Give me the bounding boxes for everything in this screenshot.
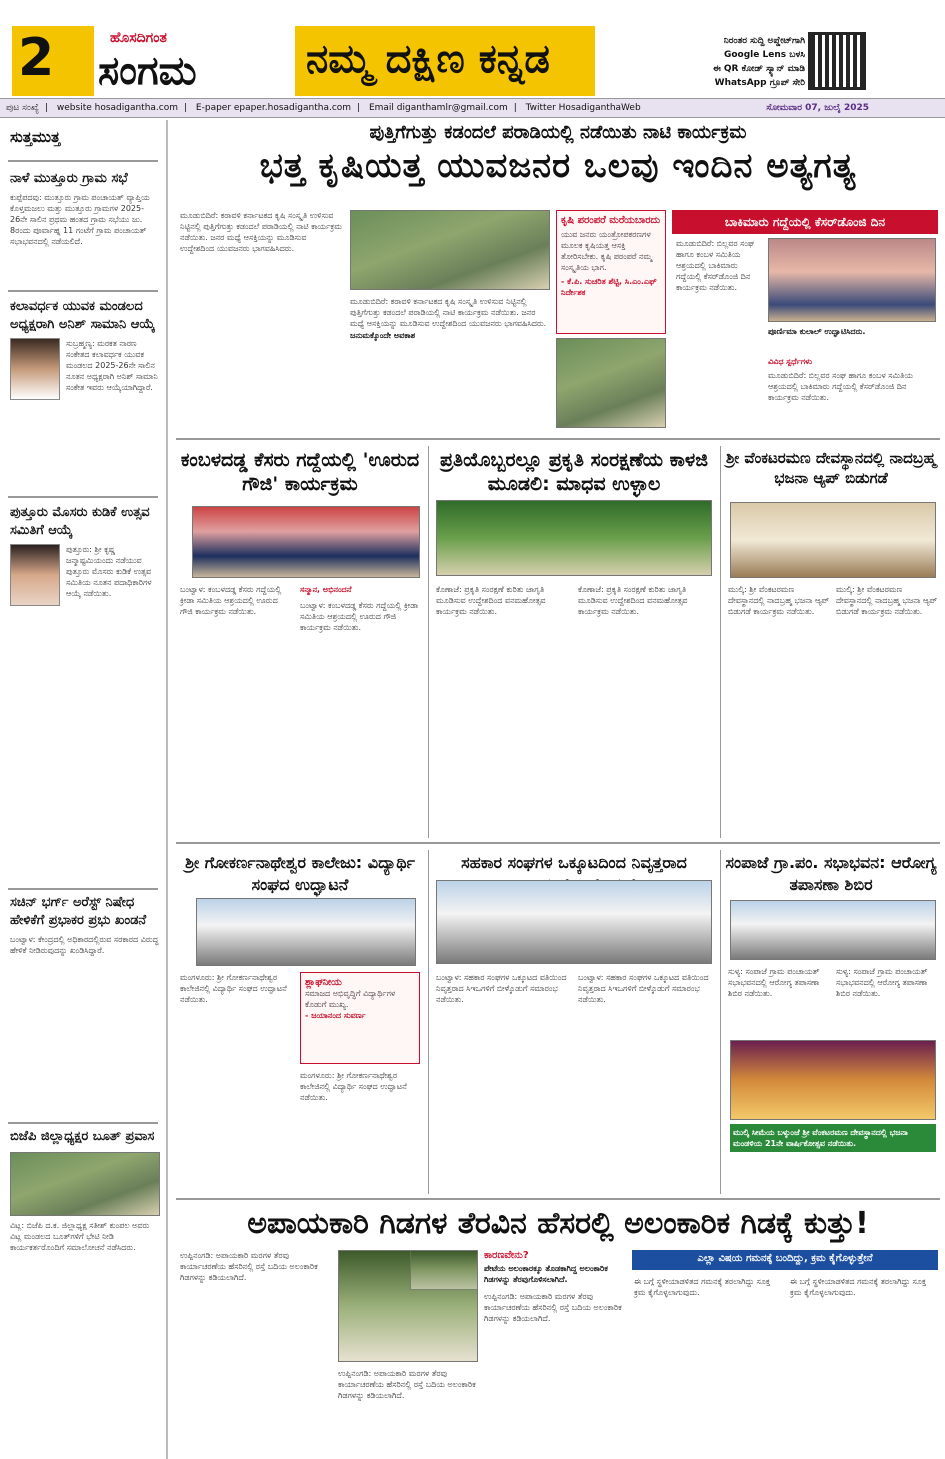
left-column bbox=[0, 120, 168, 1459]
why-body: ಪೇಟೆಯ ಅಲಂಕಾರಕ್ಕೂ ತೊಡಕಾಗಿದ್ದ ಅಲಂಕಾರಿಕ ಗಿಡಗಳನ್ನು ತೆರವುಗೊಳಿಸಲಾಗಿದೆ. bbox=[484, 1264, 608, 1284]
left-item bbox=[10, 504, 160, 606]
why-box bbox=[484, 1250, 624, 1324]
article-body: ಮುಲ್ಕಿ: ಶ್ರೀ ವೆಂಕಟರಮಣ ದೇವಸ್ಥಾನದಲ್ಲಿ ನಾದಬ್ರಹ್ಮ ಭಜನಾ ಆ್ಯಪ್ ಬಿಡುಗಡೆ ಕಾರ್ಯಕ್ರಮ ನಡೆಯಿತು. bbox=[728, 585, 830, 616]
left-item-body: ವಿಟ್ಲ: ಬಿಜೆಪಿ ದ.ಕ. ಜಿಲ್ಲಾಧ್ಯಕ್ಷ ಸತೀಶ್ ಕುಂಪಲ ಅವರು ವಿಟ್ಲ ಮಂಡಲದ ಬೂತ್‌ಗಳಿಗೆ ಭೇಟಿ ನೀಡಿ ಕಾರ್ಯಕರ್ತರೊಂದಿಗೆ ಸಮಾಲೋಚನೆ ನಡೆಸಿದರು. bbox=[10, 1221, 150, 1252]
side-subhead: ವಿವಿಧ ಸ್ಪರ್ಧೆಗಳು bbox=[768, 357, 812, 366]
article-body: ಸುಳ್ಯ: ಸಂಪಾಜೆ ಗ್ರಾಮ ಪಂಚಾಯತ್ ಸಭಾಭವನದಲ್ಲಿ ಆರೋಗ್ಯ ತಪಾಸಣಾ ಶಿಬಿರ ನಡೆಯಿತು. bbox=[728, 967, 820, 998]
article-body-2: ಮುಲ್ಕಿ: ಶ್ರೀ ವೆಂಕಟರಮಣ ದೇವಸ್ಥಾನದಲ್ಲಿ ನಾದಬ್ರಹ್ಮ ಭಜನಾ ಆ್ಯಪ್ ಬಿಡುಗಡೆ ಕಾರ್ಯಕ್ರಮ ನಡೆಯಿತು. bbox=[836, 585, 938, 616]
side-caption: ಪೂರ್ಣಿಮಾ ಕುಲಾಲ್ ಉದ್ಘಾಟಿಸಿದರು. bbox=[768, 327, 866, 336]
lead-subhead: ಜನುಮಕ್ಕೊಂದೇ ಅವಕಾಶ bbox=[350, 331, 416, 340]
article-body: ಕೊಣಾಜೆ: ಪ್ರಕೃತಿ ಸಂರಕ್ಷಣೆ ಕುರಿತು ಜಾಗೃತಿ ಮೂಡಿಸುವ ಉದ್ದೇಶದಿಂದ ವನಮಹೋತ್ಸವ ಕಾರ್ಯಕ್ರಮ ನಡೆಯಿತು. bbox=[436, 585, 546, 616]
quote-title: ಶ್ಲಾಘನೀಯ bbox=[305, 977, 342, 988]
side-band: ಬಾಕಿಮಾರು ಗದ್ದೆಯಲ್ಲಿ ಕೆಸರ್‌ಡೊಂಜಿ ದಿನ bbox=[672, 210, 938, 234]
left-item-head: ಬಿಜೆಪಿ ಜಿಲ್ಲಾಧ್ಯಕ್ಷರ ಬೂತ್ ಪ್ರವಾಸ bbox=[10, 1129, 155, 1144]
lead-headline: ಭತ್ತ ಕೃಷಿಯತ್ತ ಯುವಜನರ ಒಲವು ಇಂದಿನ ಅತ್ಯಗತ್ಯ bbox=[259, 146, 857, 186]
why-head: ಕಾರಣವೇನು? bbox=[484, 1250, 529, 1261]
bottom-headline: ಅಪಾಯಕಾರಿ ಗಿಡಗಳ ತೆರವಿನ ಹೆಸರಲ್ಲಿ ಅಲಂಕಾರಿಕ ಗಿಡಕ್ಕೆ ಕುತ್ತು! bbox=[247, 1206, 869, 1241]
article-head: ಸಂಪಾಜೆ ಗ್ರಾ.ಪಂ. ಸಭಾಭವನ: ಆರೋಗ್ಯ ತಪಾಸಣಾ ಶಿಬಿರ bbox=[725, 853, 937, 894]
side-body: ಮೂಡುಬಿದಿರೆ: ಬಿಲ್ಲವರ ಸಂಘ ಹಾಗೂ ಕಂಬಳ ಸಮಿತಿಯ ಆಶ್ರಯದಲ್ಲಿ ಬಾಕಿಮಾರು ಗದ್ದೆಯಲ್ಲಿ ಕೆಸರ್‌ಡೊಂಜಿ ದಿನ ಕಾರ್ಯಕ್ರಮ ನಡೆಯಿತು. bbox=[676, 239, 754, 292]
bottom-body: ಉಪ್ಪಿನಂಗಡಿ: ಅಪಾಯಕಾರಿ ಮರಗಳ ತೆರವು ಕಾರ್ಯಾಚರಣೆಯ ಹೆಸರಿನಲ್ಲಿ ರಸ್ತೆ ಬದಿಯ ಅಲಂಕಾರಿಕ ಗಿಡಗಳನ್ನು ಕಡಿಯಲಾಗಿದೆ. bbox=[180, 1251, 318, 1282]
lead-photo-2 bbox=[556, 338, 666, 428]
article-body: ಬಂಟ್ವಾಳ: ಸಹಕಾರ ಸಂಘಗಳ ಒಕ್ಕೂಟದ ವತಿಯಿಂದ ನಿವೃತ್ತರಾದ ಸಿಇಒಗಳಿಗೆ ಬೀಳ್ಕೊಡುಗೆ ಸಮಾರಂಭ ನಡೆಯಿತು. bbox=[436, 973, 567, 1004]
quote-title: ಕೃಷಿ ಪರಂಪರೆ ಮರೆಯಬಾರದು bbox=[561, 215, 661, 226]
page-title: ನಮ್ಮ ದಕ್ಷಿಣ ಕನ್ನಡ bbox=[306, 36, 550, 82]
left-item bbox=[10, 894, 160, 956]
band-body: ಈ ಬಗ್ಗೆ ಸ್ಥಳೀಯಾಡಳಿತದ ಗಮನಕ್ಕೆ ತರಲಾಗಿದ್ದು ಸೂಕ್ತ ಕ್ರಮ ಕೈಗೊಳ್ಳಲಾಗುವುದು. bbox=[634, 1277, 771, 1297]
left-item bbox=[10, 298, 160, 400]
quote-body: ಯುವ ಜನರು ಯಂತ್ರೋಪಕರಣಗಳ ಮೂಲಕ ಕೃಷಿಯತ್ತ ಆಸಕ್ತಿ ತೋರಿಸಬೇಕು. ಕೃಷಿ ಪರಂಪರೆ ನಮ್ಮ ಸಂಸ್ಕೃತಿಯ ಭಾಗ. bbox=[561, 230, 653, 272]
article-head: ಕಂಬಳದಡ್ಡ ಕೆಸರು ಗದ್ದೆಯಲ್ಲಿ 'ಊರುದ ಗೌಜಿ' ಕಾರ್ಯಕ್ರಮ bbox=[180, 449, 420, 495]
article-head: ಶ್ರೀ ವೆಂಕಟರಮಣ ದೇವಸ್ಥಾನದಲ್ಲಿ ನಾದಬ್ರಹ್ಮ ಭಜನಾ ಆ್ಯಪ್ ಬಿಡುಗಡೆ bbox=[725, 449, 937, 487]
masthead bbox=[0, 0, 945, 98]
lead-quote-box bbox=[556, 210, 666, 334]
lead-body-2: ಮೂಡುಬಿದಿರೆ: ಕರಾವಳಿ ಕರ್ನಾಟಕದ ಕೃಷಿ ಸಂಸ್ಕೃತಿ ಉಳಿಸುವ ನಿಟ್ಟಿನಲ್ಲಿ ಪುತ್ತಿಗೆಗುತ್ತು ಕಡಂದಲೆ ಪರಾಡಿಯಲ್ಲಿ ನಾಟಿ ಕಾರ್ಯಕ್ರಮ ನಡೆಯಿತು. ಜನರ ಮಧ್ಯೆ ಆಸಕ್ತಿಯನ್ನು ಮೂಡಿಸುವ ಉದ್ದೇಶದಿಂದ ಯುವಜನರು ಭಾಗವಹಿಸಿದರು. bbox=[350, 297, 547, 328]
side-body-2: ಮೂಡುಬಿದಿರೆ: ಬಿಲ್ಲವರ ಸಂಘ ಹಾಗೂ ಕಂಬಳ ಸಮಿತಿಯ ಆಶ್ರಯದಲ್ಲಿ ಬಾಕಿಮಾರು ಗದ್ದೆಯಲ್ಲಿ ಕೆಸರ್‌ಡೊಂಜಿ ದಿನ ಕಾರ್ಯಕ್ರಮ ನಡೆಯಿತು. bbox=[768, 371, 913, 402]
article-photo bbox=[192, 506, 420, 578]
article-head: ಶ್ರೀ ಗೋಕರ್ಣನಾಥೇಶ್ವರ ಕಾಲೇಜು: ವಿದ್ಯಾರ್ಥಿ ಸಂಘದ ಉದ್ಘಾಟನೆ bbox=[185, 853, 415, 894]
lead-body: ಮೂಡುಬಿದಿರೆ: ಕರಾವಳಿ ಕರ್ನಾಟಕದ ಕೃಷಿ ಸಂಸ್ಕೃತಿ ಉಳಿಸುವ ನಿಟ್ಟಿನಲ್ಲಿ ಪುತ್ತಿಗೆಗುತ್ತು ಕಡಂದಲೆ ಪರಾಡಿಯಲ್ಲಿ ನಾಟಿ ಕಾರ್ಯಕ್ರಮ ನಡೆಯಿತು. ಜನರ ಮಧ್ಯೆ ಆಸಕ್ತಿಯನ್ನು ಮೂಡಿಸುವ ಉದ್ದೇಶದಿಂದ ಯುವಜನರು ಭಾಗವಹಿಸಿದರು. bbox=[180, 211, 342, 253]
info-bar: ಪುಟ ಸಂಖ್ಯೆ | website hosadigantha.com | E-paper epaper.hosadigantha.com | Email diganthamlr@gmail.com | Twitter HosadiganthaWeb ಸೋಮವಾರ 07, ಜುಲೈ 2025 bbox=[0, 98, 945, 118]
avatar bbox=[10, 544, 60, 606]
twitter-link[interactable]: Twitter HosadiganthaWeb bbox=[525, 103, 641, 113]
bottom-photo-inset bbox=[410, 1250, 478, 1290]
section-title: ಸುತ್ತಮುತ್ತ bbox=[10, 128, 61, 146]
issue-date: ಸೋಮವಾರ 07, ಜುಲೈ 2025 bbox=[766, 103, 869, 113]
email-link[interactable]: Email diganthamlr@gmail.com bbox=[368, 103, 508, 113]
left-item-body: ಪುತ್ತೂರು: ಶ್ರೀ ಕೃಷ್ಣ ಜನ್ಮಾಷ್ಟಮಿಯಂದು ನಡೆಯುವ ಪುತ್ತೂರು ಮೊಸರು ಕುಡಿಕೆ ಉತ್ಸವ ಸಮಿತಿಯ ನೂತನ ಪದಾಧಿಕಾರಿಗಳ ಆಯ್ಕೆ ನಡೆಯಿತು. bbox=[66, 545, 152, 598]
why-body-2: ಉಪ್ಪಿನಂಗಡಿ: ಅಪಾಯಕಾರಿ ಮರಗಳ ತೆರವು ಕಾರ್ಯಾಚರಣೆಯ ಹೆಸರಿನಲ್ಲಿ ರಸ್ತೆ ಬದಿಯ ಅಲಂಕಾರಿಕ ಗಿಡಗಳನ್ನು ಕಡಿಯಲಾಗಿದೆ. bbox=[484, 1292, 622, 1323]
side-photo bbox=[768, 238, 936, 322]
qr-line: ನಿರಂತರ ಸುದ್ದಿ ಅಪ್ಡೇಟ್‌ಗಾಗಿ bbox=[723, 36, 805, 46]
epaper-link[interactable]: E-paper epaper.hosadigantha.com bbox=[195, 103, 352, 113]
article-body-2: ಬಂಟ್ವಾಳ: ಕಂಬಳದಡ್ಡ ಕೆಸರು ಗದ್ದೆಯಲ್ಲಿ ಕ್ರೀಡಾ ಸಮಿತಿಯ ಆಶ್ರಯದಲ್ಲಿ ಊರುದ ಗೌಜಿ ಕಾರ್ಯಕ್ರಮ ನಡೆಯಿತು. bbox=[300, 601, 419, 632]
article-head: ಸಹಕಾರ ಸಂಘಗಳ ಒಕ್ಕೂಟದಿಂದ ನಿವೃತ್ತರಾದ bbox=[461, 853, 687, 872]
brand-top: ಹೊಸದಿಗಂತ bbox=[110, 30, 167, 46]
left-item-head: ಪುತ್ತೂರು ಮೊಸರು ಕುಡಿಕೆ ಉತ್ಸವ ಸಮಿತಿಗೆ ಆಯ್ಕೆ bbox=[10, 505, 150, 538]
quote-author: - ಕೆ.ಪಿ. ಸುಚರಿತ ಶೆಟ್ಟಿ, ಸಿ.ಎಂ.ಎಫ್ ನಿರ್ದೇಶಕ bbox=[561, 277, 657, 297]
article-head: ಪ್ರತಿಯೊಬ್ಬರಲ್ಲೂ ಪ್ರಕೃತಿ ಸಂರಕ್ಷಣೆಯ ಕಾಳಜಿ ಮೂಡಲಿ: ಮಾಧವ ಉಳ್ಳಾಲ bbox=[440, 449, 708, 495]
article-body-2: ಮಂಗಳೂರು: ಶ್ರೀ ಗೋಕರ್ಣನಾಥೇಶ್ವರ ಕಾಲೇಜಿನಲ್ಲಿ ವಿದ್ಯಾರ್ಥಿ ಸಂಘದ ಉದ್ಘಾಟನೆ ನಡೆಯಿತು. bbox=[300, 1071, 407, 1102]
bottom-body-2: ಉಪ್ಪಿನಂಗಡಿ: ಅಪಾಯಕಾರಿ ಮರಗಳ ತೆರವು ಕಾರ್ಯಾಚರಣೆಯ ಹೆಸರಿನಲ್ಲಿ ರಸ್ತೆ ಬದಿಯ ಅಲಂಕಾರಿಕ ಗಿಡಗಳನ್ನು ಕಡಿಯಲಾಗಿದೆ. bbox=[338, 1369, 476, 1400]
band-body-2: ಈ ಬಗ್ಗೆ ಸ್ಥಳೀಯಾಡಳಿತದ ಗಮನಕ್ಕೆ ತರಲಾಗಿದ್ದು ಸೂಕ್ತ ಕ್ರಮ ಕೈಗೊಳ್ಳಲಾಗುವುದು. bbox=[790, 1277, 927, 1297]
lead-photo bbox=[350, 210, 550, 290]
left-item-body: ಸುಬ್ರಹ್ಮಣ್ಯ: ಮರಕತ ನಾರಣ ಸಂಕೇತದ ಕಲಾವರ್ಧಕ ಯುವಕ ಮಂಡಲದ 2025-26ನೇ ಸಾಲಿನ ನೂತನ ಅಧ್ಯಕ್ಷರಾಗಿ ಅನಿಶ್ ಸಾಮಾನಿ ಸಂಕೇತ ಇವರು ಆಯ್ಕೆಯಾಗಿದ್ದಾರೆ. bbox=[66, 339, 158, 392]
qr-text bbox=[690, 34, 805, 90]
left-item-head: ಸಚಿನ್ ಭರ್ಗ್ ಅರೆಸ್ಟ್ ನಿಷೇಧ ಹೇಳಿಕೆಗೆ ಪ್ರಭಾಕರ ಪ್ರಭು ಖಂಡನೆ bbox=[10, 895, 147, 928]
quote-box bbox=[300, 972, 420, 1064]
left-item bbox=[10, 170, 160, 247]
quote-body: ಸಮಾಜದ ಅಭಿವೃದ್ಧಿಗೆ ವಿದ್ಯಾರ್ಥಿಗಳ ಕೊಡುಗೆ ಮುಖ್ಯ. bbox=[305, 989, 396, 1009]
article-photo bbox=[436, 500, 712, 576]
article-photo bbox=[436, 880, 712, 964]
qr-code-icon[interactable] bbox=[808, 32, 866, 90]
left-item-body: ಬಂಟ್ವಾಳ: ಕೇಂದ್ರದಲ್ಲಿ ಅಧಿಕಾರದಲ್ಲಿರುವ ಸರಕಾರದ ವಿರುದ್ಧ ಹೇಳಿಕೆ ನೀಡಿರುವುದನ್ನು ಖಂಡಿಸಿದ್ದಾರೆ. bbox=[10, 935, 159, 955]
qr-line: Google Lens ಬಳಸಿ bbox=[723, 50, 805, 60]
article-caption: ಮುಲ್ಕಿ ಸೀಮೆಯ ಬಳ್ಕುಂಜೆ ಶ್ರೀ ವೆಂಕಟರಮಣ ದೇವಸ್ಥಾನದಲ್ಲಿ ಭಜನಾ ಮಂಡಳಿಯ 21ನೇ ವಾರ್ಷಿಕೋತ್ಸವ ನಡೆಯಿತು. bbox=[730, 1124, 936, 1152]
article-photo-2 bbox=[730, 1040, 936, 1120]
brand-name: ಸಂಗಮ bbox=[98, 48, 197, 94]
news-photo bbox=[10, 1152, 160, 1216]
website-link[interactable]: website hosadigantha.com bbox=[56, 103, 179, 113]
quote-author: - ಜಯಾನಂದ ಸುವರ್ಣ bbox=[305, 1011, 366, 1020]
article-photo bbox=[730, 502, 936, 578]
article-photo bbox=[196, 898, 416, 966]
article-body-2: ಬಂಟ್ವಾಳ: ಸಹಕಾರ ಸಂಘಗಳ ಒಕ್ಕೂಟದ ವತಿಯಿಂದ ನಿವೃತ್ತರಾದ ಸಿಇಒಗಳಿಗೆ ಬೀಳ್ಕೊಡುಗೆ ಸಮಾರಂಭ ನಡೆಯಿತು. bbox=[578, 973, 709, 1004]
article-body-2: ಸುಳ್ಯ: ಸಂಪಾಜೆ ಗ್ರಾಮ ಪಂಚಾಯತ್ ಸಭಾಭವನದಲ್ಲಿ ಆರೋಗ್ಯ ತಪಾಸಣಾ ಶಿಬಿರ ನಡೆಯಿತು. bbox=[836, 967, 928, 998]
article-body: ಬಂಟ್ವಾಳ: ಕಂಬಳದಡ್ಡ ಕೆಸರು ಗದ್ದೆಯಲ್ಲಿ ಕ್ರೀಡಾ ಸಮಿತಿಯ ಆಶ್ರಯದಲ್ಲಿ ಊರುದ ಗೌಜಿ ಕಾರ್ಯಕ್ರಮ ನಡೆಯಿತು. bbox=[180, 585, 282, 616]
lead-kicker: ಪುತ್ತಿಗೆಗುತ್ತು ಕಡಂದಲೆ ಪರಾಡಿಯಲ್ಲಿ ನಡೆಯಿತು ನಾಟಿ ಕಾರ್ಯಕ್ರಮ bbox=[369, 122, 747, 143]
article-photo bbox=[730, 900, 936, 960]
bottom-band: ಎಲ್ಲಾ ವಿಷಯ ಗಮನಕ್ಕೆ ಬಂದಿದ್ದು, ಕ್ರಮ ಕೈಗೊಳ್ಳುತ್ತೇನೆ bbox=[632, 1250, 938, 1270]
avatar bbox=[10, 338, 60, 400]
article-body-2: ಕೊಣಾಜೆ: ಪ್ರಕೃತಿ ಸಂರಕ್ಷಣೆ ಕುರಿತು ಜಾಗೃತಿ ಮೂಡಿಸುವ ಉದ್ದೇಶದಿಂದ ವನಮಹೋತ್ಸವ ಕಾರ್ಯಕ್ರಮ ನಡೆಯಿತು. bbox=[578, 585, 688, 616]
left-item-body: ಕುಪ್ಪೆಪದವು: ಮುತ್ತೂರು ಗ್ರಾಮ ಪಂಚಾಯತ್ ವ್ಯಾಪ್ತಿಯ ಕೊಳ್ತಮಜಲು ಮತ್ತು ಮುತ್ತೂರು ಗ್ರಾಮಗಳ 2025-26ನೇ ಸಾಲಿನ ಪ್ರಥಮ ಹಂತದ ಗ್ರಾಮ ಸಭೆಯು ಜು. 8ರಂದು ಪೂರ್ವಾಹ್ನ 11 ಗಂಟೆಗೆ ಗ್ರಾಮ ಪಂಚಾಯತ್ ಸಭಾಭವನದಲ್ಲಿ ನಡೆಯಲಿದೆ. bbox=[10, 193, 150, 246]
page-number: 2 bbox=[18, 28, 55, 88]
left-item bbox=[10, 1128, 160, 1253]
left-item-head: ನಾಳೆ ಮುತ್ತೂರು ಗ್ರಾಮ ಸಭೆ bbox=[10, 171, 128, 186]
qr-line: ಈ QR ಕೋಡ್ ಸ್ಕ್ಯಾನ್ ಮಾಡಿ bbox=[712, 64, 805, 74]
article-body: ಮಂಗಳೂರು: ಶ್ರೀ ಗೋಕರ್ಣನಾಥೇಶ್ವರ ಕಾಲೇಜಿನಲ್ಲಿ ವಿದ್ಯಾರ್ಥಿ ಸಂಘದ ಉದ್ಘಾಟನೆ ನಡೆಯಿತು. bbox=[180, 973, 287, 1004]
qr-line: WhatsApp ಗ್ರೂಪ್ ಸೇರಿ bbox=[714, 78, 805, 88]
left-item-head: ಕಲಾವರ್ಧಕ ಯುವಕ ಮಂಡಲದ ಅಧ್ಯಕ್ಷರಾಗಿ ಅನಿಶ್ ಸಾಮಾನಿ ಆಯ್ಕೆ bbox=[10, 299, 156, 332]
article-subhead: ಸನ್ಮಾನ, ಅಭಿನಂದನೆ bbox=[300, 585, 352, 594]
section-label: ಪುಟ ಸಂಖ್ಯೆ bbox=[6, 103, 39, 113]
